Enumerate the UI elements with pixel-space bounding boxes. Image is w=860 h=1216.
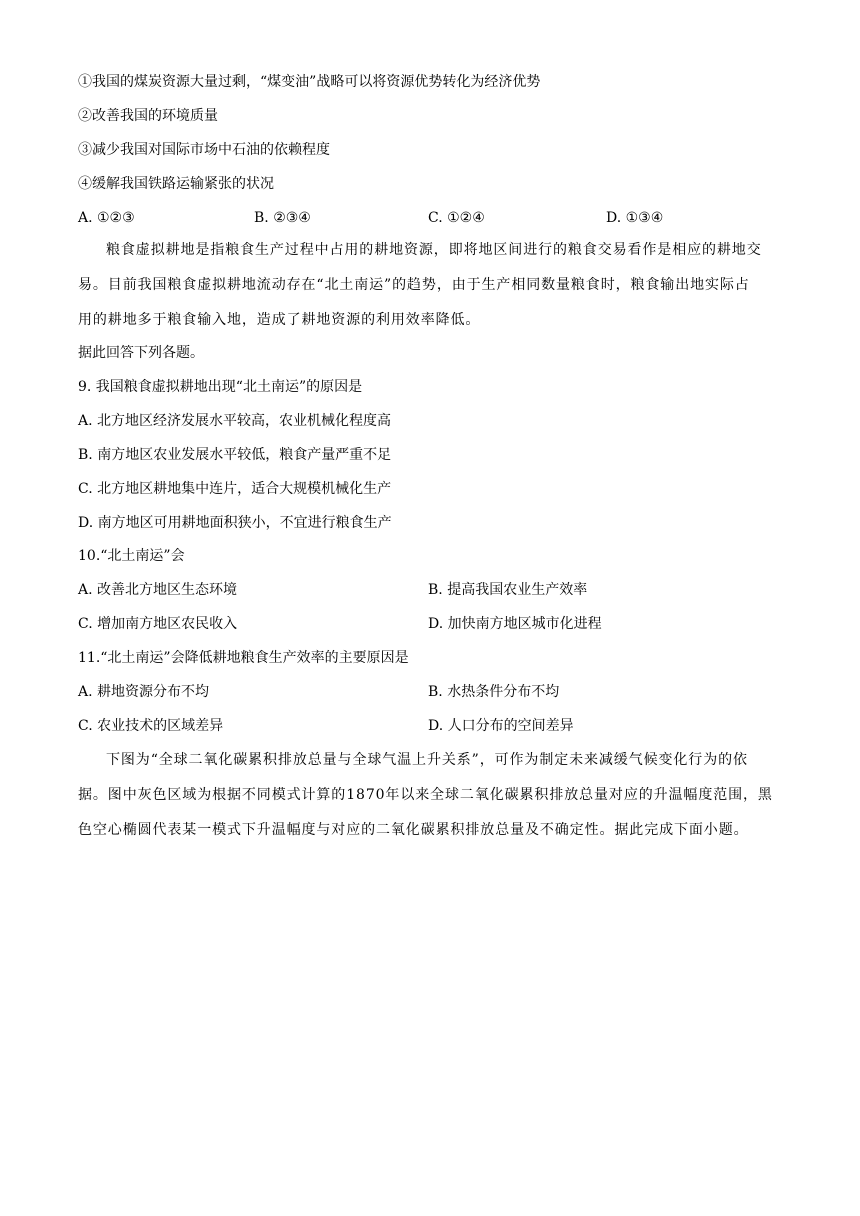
q9-option-a: A. 北方地区经济发展水平较高，农业机械化程度高: [78, 413, 392, 429]
q8-option-d: D. ①③④: [606, 210, 664, 226]
passage1-line-1: 粮食虚拟耕地是指粮食生产过程中占用的耕地资源，即将地区间进行的粮食交易看作是相应的耕地交: [106, 242, 762, 258]
q8-option-a: A. ①②③: [78, 210, 135, 226]
statement-2: ②改善我国的环境质量: [78, 108, 218, 124]
passage1-line-2: 易。目前我国粮食虚拟耕地流动存在“北土南运”的趋势，由于生产相同数量粮食时，粮食输出地实际占: [78, 277, 750, 293]
passage2-line-1: 下图为“全球二氧化碳累积排放总量与全球气温上升关系”，可作为制定未来减缓气候变化行为的依: [106, 752, 748, 768]
instruction-text: 据此回答下列各题。: [78, 345, 204, 361]
q8-option-b: B. ②③④: [254, 210, 311, 226]
q10-option-b: B. 提高我国农业生产效率: [428, 582, 588, 598]
q10-option-a: A. 改善北方地区生态环境: [78, 582, 238, 598]
q11-stem: 11.“北土南运”会降低耕地粮食生产效率的主要原因是: [78, 650, 409, 666]
q11-option-b: B. 水热条件分布不均: [428, 684, 560, 700]
passage1-line-3: 用的耕地多于粮食输入地，造成了耕地资源的利用效率降低。: [78, 312, 481, 328]
q9-option-d: D. 南方地区可用耕地面积狭小，不宜进行粮食生产: [78, 515, 392, 531]
q9-stem: 9. 我国粮食虚拟耕地出现“北土南运”的原因是: [78, 379, 363, 395]
q11-option-c: C. 农业技术的区域差异: [78, 718, 224, 734]
q10-stem: 10.“北土南运”会: [78, 548, 185, 564]
passage2-line-3: 色空心椭圆代表某一模式下升温幅度与对应的二氧化碳累积排放总量及不确定性。据此完成下面小题。: [78, 822, 749, 838]
q9-option-b: B. 南方地区农业发展水平较低，粮食产量严重不足: [78, 447, 392, 463]
statement-1: ①我国的煤炭资源大量过剩，“煤变油”战略可以将资源优势转化为经济优势: [78, 74, 541, 90]
q8-option-c: C. ①②④: [428, 210, 485, 226]
q9-option-c: C. 北方地区耕地集中连片，适合大规模机械化生产: [78, 481, 392, 497]
q11-option-d: D. 人口分布的空间差异: [428, 718, 574, 734]
statement-3: ③减少我国对国际市场中石油的依赖程度: [78, 142, 330, 158]
passage2-line-2: 据。图中灰色区域为根据不同模式计算的1870年以来全球二氧化碳累积排放总量对应的升温幅度范围，黑: [78, 787, 773, 803]
statement-4: ④缓解我国铁路运输紧张的状况: [78, 176, 274, 192]
q11-option-a: A. 耕地资源分布不均: [78, 684, 210, 700]
q10-option-d: D. 加快南方地区城市化进程: [428, 616, 602, 632]
q10-option-c: C. 增加南方地区农民收入: [78, 616, 238, 632]
